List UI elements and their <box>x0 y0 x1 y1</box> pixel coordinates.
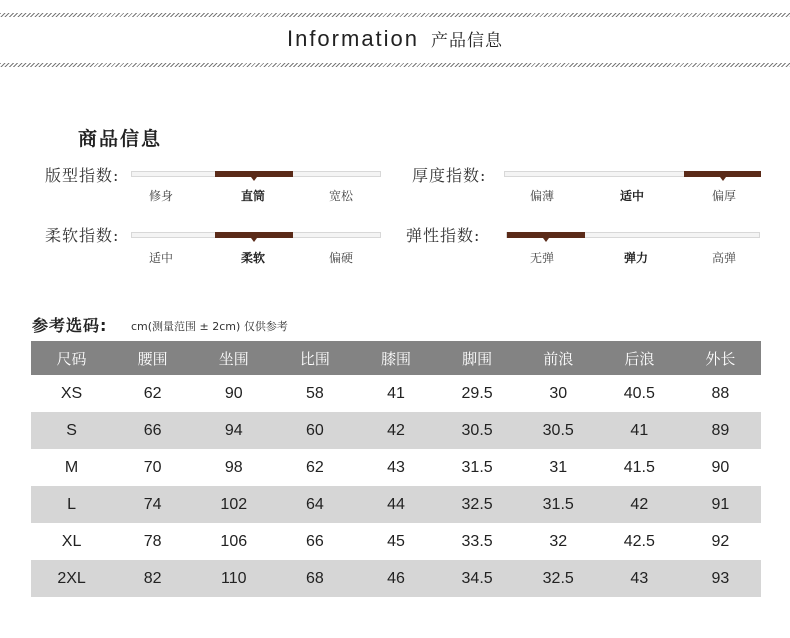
table-cell: 41.5 <box>623 458 655 476</box>
page-header <box>0 26 790 52</box>
index-label-thickness: 厚度指数: <box>412 166 487 185</box>
table-cell: 58 <box>305 384 324 402</box>
table-cell: S <box>31 412 112 449</box>
table-cell: 40.5 <box>623 384 655 402</box>
table-cell: 90 <box>224 384 243 402</box>
index-option-thickness-0: 偏薄 <box>529 189 554 203</box>
header-title-zh: 产品信息 <box>431 31 504 51</box>
table-row <box>31 412 761 449</box>
table-cell: M <box>64 458 79 476</box>
table-cell: 34.5 <box>437 560 518 597</box>
table-cell: 60 <box>274 412 355 449</box>
header-cell-back-rise: 后浪 <box>599 341 680 375</box>
index-label-softness: 柔软指数: <box>45 226 120 245</box>
table-cell: 43 <box>599 560 680 597</box>
index-option-fit-1: 直筒 <box>240 189 265 203</box>
index-indicator-elasticity <box>507 232 585 238</box>
section-title: 商品信息 <box>78 128 163 150</box>
table-cell: 110 <box>193 560 274 597</box>
table-cell: 30.5 <box>437 412 518 449</box>
index-option-fit-0: 修身 <box>148 189 173 203</box>
index-track-elasticity <box>506 232 760 238</box>
table-cell: 90 <box>711 458 730 476</box>
table-cell: 33.5 <box>461 532 493 550</box>
index-option-fit-2: 宽松 <box>328 189 353 203</box>
header-cell-thigh: 比围 <box>274 341 355 375</box>
table-cell: 66 <box>305 532 324 550</box>
table-cell: 70 <box>143 458 162 476</box>
table-cell: 29.5 <box>461 384 493 402</box>
table-cell: 30.5 <box>518 412 599 449</box>
table-row <box>31 560 761 597</box>
table-row <box>31 486 761 523</box>
table-cell: 31 <box>549 458 568 476</box>
index-track-fit <box>131 171 381 177</box>
size-table-header-row <box>31 341 761 375</box>
index-option-softness-1: 柔软 <box>240 251 265 265</box>
table-cell: 31.5 <box>461 458 493 476</box>
table-cell: 102 <box>193 486 274 523</box>
table-cell: XS <box>60 384 83 402</box>
header-cell-hem: 脚围 <box>437 341 518 375</box>
index-option-softness-2: 偏硬 <box>328 251 353 265</box>
table-cell: 91 <box>680 486 761 523</box>
table-cell: 32.5 <box>518 560 599 597</box>
table-cell: 66 <box>112 412 193 449</box>
table-cell: 88 <box>711 384 730 402</box>
table-cell: 44 <box>355 486 436 523</box>
table-cell: 74 <box>112 486 193 523</box>
table-cell: 46 <box>355 560 436 597</box>
table-cell: 62 <box>305 458 324 476</box>
index-label-fit: 版型指数: <box>45 166 120 185</box>
index-label-elasticity: 弹性指数: <box>406 226 481 245</box>
table-cell: XL <box>61 532 82 550</box>
header-cell-outseam: 外长 <box>680 341 761 375</box>
table-cell: 93 <box>680 560 761 597</box>
table-cell: 68 <box>274 560 355 597</box>
table-cell: 62 <box>143 384 162 402</box>
index-option-thickness-1: 适中 <box>619 189 644 203</box>
table-cell: 89 <box>680 412 761 449</box>
table-cell: 94 <box>193 412 274 449</box>
header-title-en: Information <box>286 26 420 51</box>
index-indicator-fit <box>215 171 293 177</box>
table-cell: 42 <box>355 412 436 449</box>
table-cell: 64 <box>274 486 355 523</box>
index-option-softness-0: 适中 <box>148 251 173 265</box>
header-cell-knee: 膝围 <box>355 341 436 375</box>
table-row <box>31 375 761 412</box>
table-row <box>31 523 761 560</box>
index-track-softness <box>131 232 381 238</box>
table-cell: 82 <box>112 560 193 597</box>
header-cell-hip: 坐围 <box>193 341 274 375</box>
table-cell: 2XL <box>31 560 112 597</box>
index-indicator-softness <box>215 232 293 238</box>
index-indicator-thickness <box>684 171 761 177</box>
header-bottom-border <box>0 63 790 67</box>
table-cell: 41 <box>387 384 405 402</box>
index-option-thickness-2: 偏厚 <box>711 189 736 203</box>
header-cell-front-rise: 前浪 <box>518 341 599 375</box>
table-cell: 78 <box>143 532 162 550</box>
reference-note: cm(测量范围 ± 2cm) 仅供参考 <box>131 320 288 333</box>
table-cell: 98 <box>224 458 243 476</box>
index-option-elasticity-1: 弹力 <box>623 251 648 265</box>
table-cell: 30 <box>549 384 568 402</box>
header-cell-size: 尺码 <box>31 341 112 375</box>
table-cell: 43 <box>387 458 405 476</box>
table-row <box>31 449 761 486</box>
size-table <box>31 341 761 597</box>
table-cell: 42 <box>599 486 680 523</box>
table-cell: 41 <box>599 412 680 449</box>
table-cell: 32.5 <box>437 486 518 523</box>
index-option-elasticity-2: 高弹 <box>711 251 736 265</box>
header-top-border <box>0 13 790 17</box>
table-cell: 92 <box>711 532 730 550</box>
header-cell-waist: 腰围 <box>112 341 193 375</box>
table-cell: 31.5 <box>518 486 599 523</box>
table-cell: 45 <box>387 532 405 550</box>
index-option-elasticity-0: 无弹 <box>529 251 554 265</box>
reference-title: 参考选码: <box>32 316 108 335</box>
table-cell: 32 <box>549 532 568 550</box>
table-cell: L <box>31 486 112 523</box>
table-cell: 106 <box>220 532 248 550</box>
index-track-thickness <box>504 171 760 177</box>
table-cell: 42.5 <box>623 532 655 550</box>
